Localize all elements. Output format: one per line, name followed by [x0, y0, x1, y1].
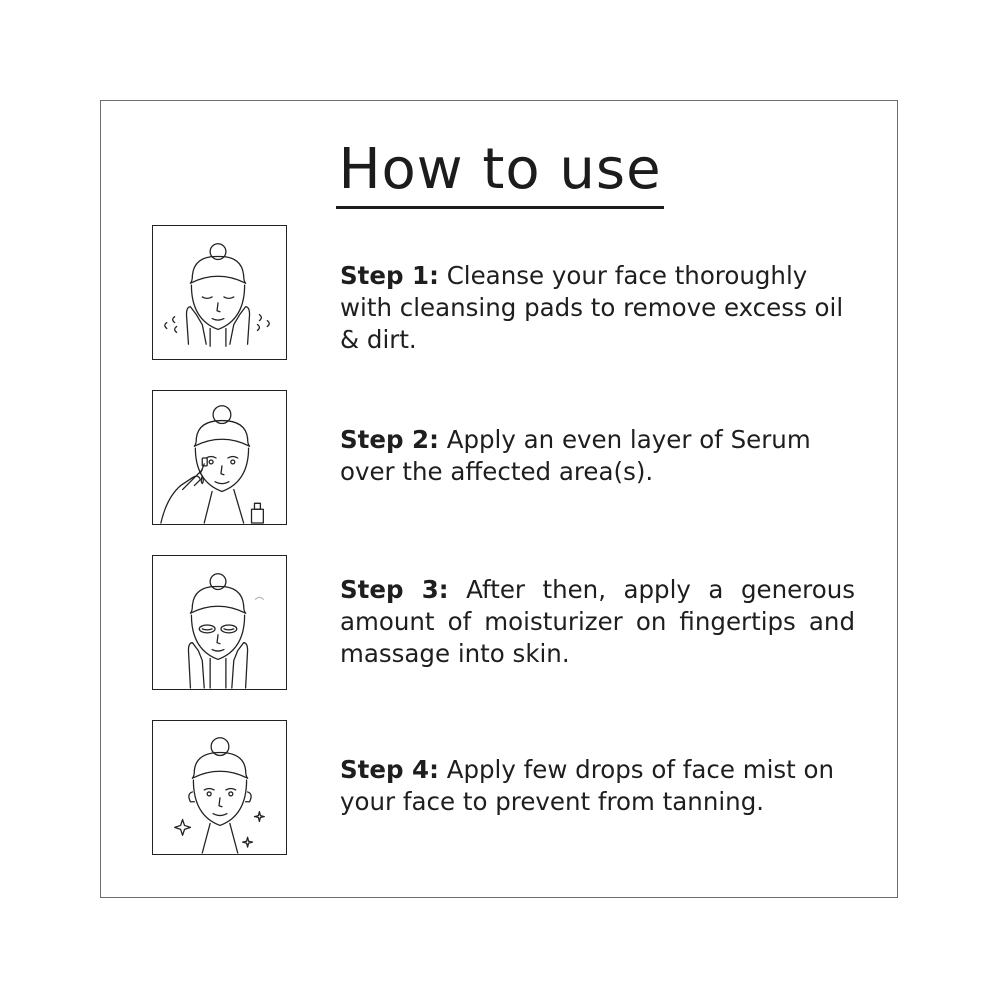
page-title: How to use: [0, 138, 1000, 209]
step-3-text: Step 3: After then, apply a generous amount of moisturizer on fingertips and massage into skin.: [340, 575, 855, 668]
face-washing-icon: [152, 225, 287, 360]
step-1-text: Step 1: Cleanse your face thoroughly with cleansing pads to remove excess oil & dirt.: [340, 261, 844, 354]
face-massage-icon: [152, 555, 287, 690]
glowing-face-icon: [152, 720, 287, 855]
step-4-text: Step 4: Apply few drops of face mist on your face to prevent from tanning.: [340, 755, 835, 816]
serum-dropper-icon: [152, 390, 287, 525]
step-2-text: Step 2: Apply an even layer of Serum over the affected area(s).: [340, 425, 811, 486]
